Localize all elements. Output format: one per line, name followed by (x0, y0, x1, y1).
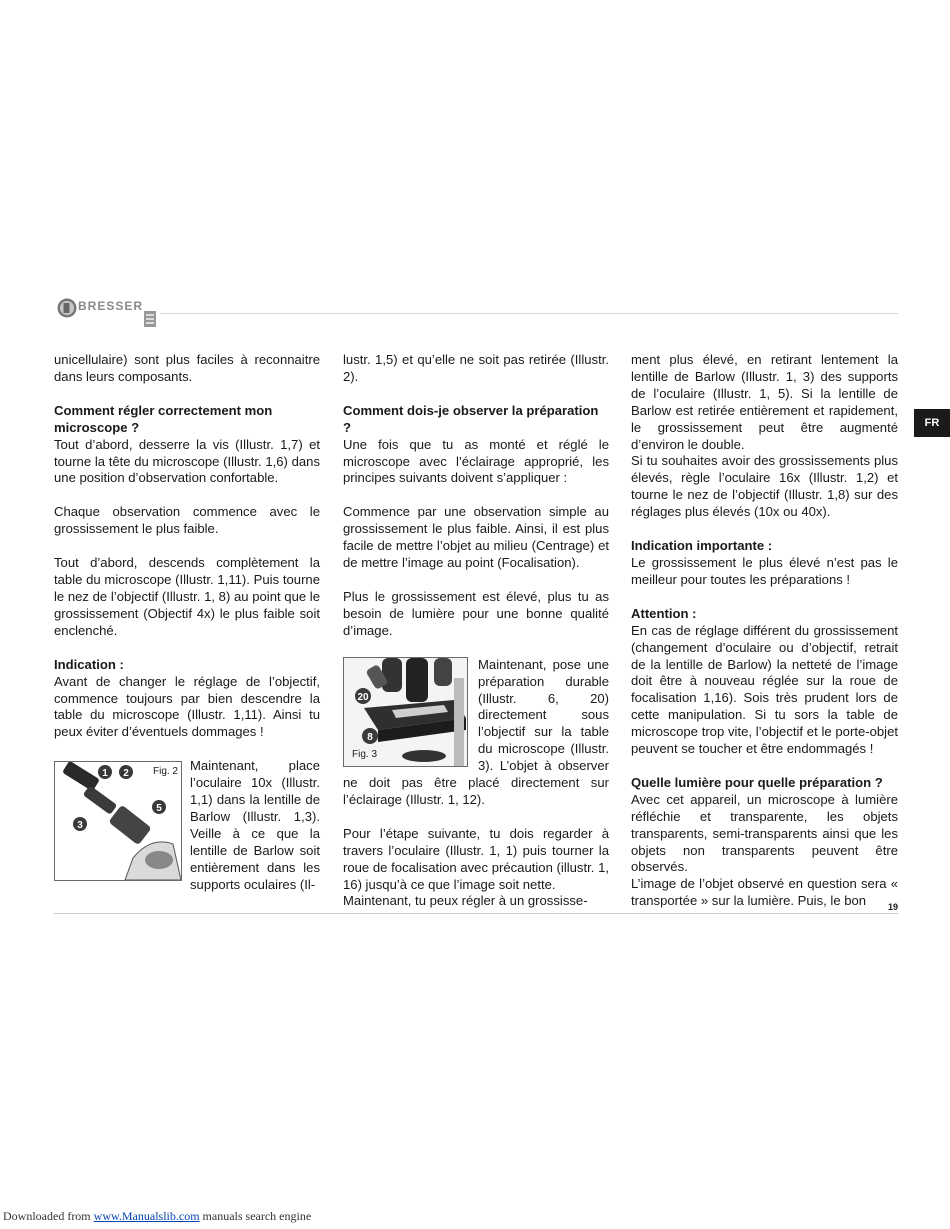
text-column-3 (631, 352, 898, 910)
figure-3-stage (343, 657, 468, 767)
paragraph: L’image de l’objet observé en question sera « transportée » sur la lumière. Puis, le bon (631, 876, 898, 909)
paragraph: Tout d’abord, descends complètement la table du microscope (Illustr. 1,11). Puis tourne le nez de l’objectif (Illustr. 1, 8) au point que le grossissement (Objectif 4x) le plus faible soit enclenché. (54, 555, 320, 638)
paragraph: Maintenant, tu peux régler à un grossisse- (343, 893, 588, 909)
paragraph: Plus le grossissement est élevé, plus tu as besoin de lumière pour une bonne qualité d’image. (343, 588, 609, 638)
paragraph: Le grossissement le plus élevé n’est pas le meilleur pour toutes les préparations ! (631, 554, 898, 587)
section-heading: Indication : (54, 656, 124, 672)
figure-label: Fig. 2 (152, 766, 178, 778)
paragraph: Si tu souhaites avoir des grossissements plus élevés, règle l’oculaire 16x (Illustr. 1,2) et tourne le nez de l’objectif (Illustr. 1,8) sur des réglages plus élevés (10x ou 40x). (631, 453, 898, 520)
footer-divider (54, 913, 898, 914)
language-tab: FR (914, 409, 950, 437)
section-heading: Attention : (631, 605, 697, 621)
paragraph: Maintenant, pose une préparation durable (Illustr. 6, 20) directement sous l’objectif sur la table du microscope (Illustr. 3). L’objet à observer ne doit pas être placé directement sur l’éclairage (Illustr. 1, 12). (343, 656, 609, 807)
paragraph: Pour l’étape suivante, tu dois regarder à travers l’oculaire (Illustr. 1, 1) puis tourner la roue de focalisation avec précaution (illustr. 1, 16) jusqu’à ce que l’image soit nette. (343, 825, 609, 892)
paragraph: unicellulaire) sont plus faciles à reconnaitre dans leurs composants. (54, 352, 320, 384)
callout-5: 5 (156, 803, 162, 815)
paragraph: Chaque observation commence avec le grossissement le plus faible. (54, 504, 320, 537)
callout-2: 2 (123, 768, 129, 780)
brand-logo (56, 297, 160, 329)
paragraph: lustr. 1,5) et qu’elle ne soit pas retirée (Illustr. 2). (343, 352, 609, 384)
figure-label: Fig. 3 (352, 748, 378, 760)
paragraph: En cas de réglage différent du grossissement (changement d’oculaire ou d’objectif, retrait de la lentille de Barlow) la netteté de l’image doit être à nouveau réglée sur la roue de focalisation 1,16). Sois très prudent lors de cette manipulation. Si tu sors la table de microscope trop vite, l’objectif et le porte-objet peuvent se toucher et être endommagés ! (631, 622, 898, 757)
paragraph: Maintenant, place l’oculaire 10x (Illustr. 1,1) dans la lentille de Barlow (Illustr. 1,3). Veille à ce que la lentille de Barlow soit entièrement dans les supports oculaires (Il- (190, 758, 320, 892)
header-divider (160, 313, 898, 314)
paragraph: Tout d’abord, desserre la vis (Illustr. 1,7) et tourne la tête du microscope (Illustr. 1,6) dans une position d’observation confortable. (54, 436, 320, 486)
logo-badge-icon (144, 311, 156, 327)
paragraph: Avec cet appareil, un microscope à lumière réfléchie et transparente, les objets transparents, semi-transparents ainsi que les objets non transparents peuvent être observés. (631, 791, 898, 875)
section-heading: Comment dois-je observer la préparation ? (343, 402, 599, 435)
section-heading: Quelle lumière pour quelle préparation ? (631, 774, 883, 790)
paragraph: Avant de changer le réglage de l’objectif, commence toujours par bien descendre la table du microscope (Illustr. 1,11). Ainsi tu peux éviter d’éventuels dommages ! (54, 673, 320, 740)
logo-text: BRESSER (78, 299, 144, 313)
paragraph: Commence par une observation simple au grossissement le plus faible. Ainsi, il est plus facile de mettre l’objet au milieu (Centrage) et de mettre l’image au point (Focalisation). (343, 504, 609, 571)
section-heading: Comment régler correctement mon microscope ? (54, 402, 273, 435)
section-heading: Indication importante : (631, 538, 773, 554)
svg-text:/: / (121, 764, 125, 780)
callout-1: 1 (102, 768, 108, 780)
footer-prefix: Downloaded from (3, 1209, 91, 1223)
logo-emblem-icon (56, 297, 80, 321)
footer-suffix: manuals search engine (202, 1209, 312, 1223)
manualslib-link[interactable]: www.Manualslib.com (93, 1209, 200, 1223)
page-number: 19 (887, 902, 898, 912)
download-footer (3, 1209, 311, 1224)
text-column-2 (343, 352, 609, 910)
text-column-1 (54, 352, 320, 893)
callout-20: 20 (357, 691, 369, 703)
paragraph: Une fois que tu as monté et réglé le microscope avec l’éclairage approprié, les principes suivants doivent s’appliquer : (343, 436, 609, 486)
figure-2-eyepiece (54, 761, 182, 881)
callout-3: 3 (77, 820, 83, 832)
callout-8: 8 (367, 731, 373, 743)
paragraph: ment plus élevé, en retirant lentement la lentille de Barlow (Illustr. 1, 3) des supports de l’oculaire (Illustr. 1, 5). Si la lentille de Barlow est retirée entièrement et rapidement, le grossissement peut être augmenté d’environ le double. (631, 352, 898, 452)
